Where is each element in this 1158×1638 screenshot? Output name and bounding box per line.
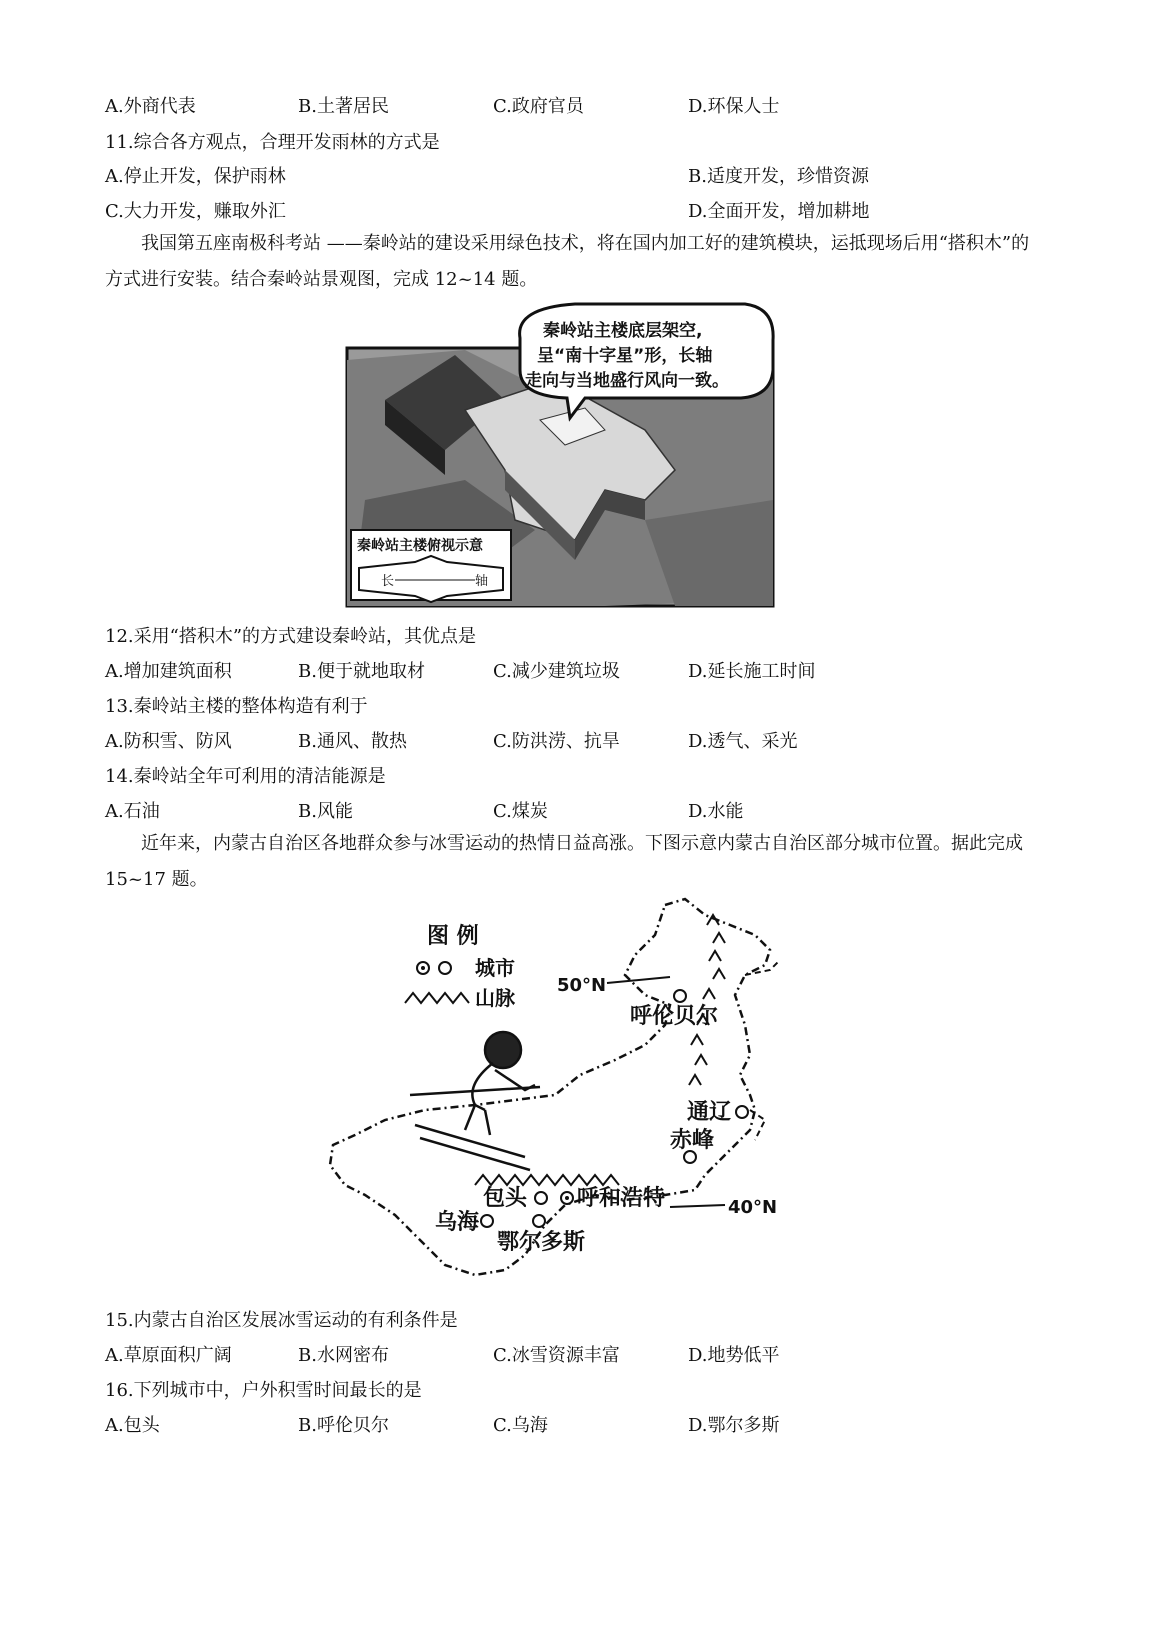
legend-mountain: 山脉 [475, 986, 515, 1010]
passage-qinling: 我国第五座南极科考站 ——秦岭站的建设采用绿色技术，将在国内加工好的建筑模块，运抵现场后用“搭积木”的方式进行安装。结合秦岭站景观图，完成 12~14 题。 [105, 233, 1030, 290]
mountain-legend-icon [405, 993, 469, 1003]
q14-stem: 14.秦岭站全年可利用的清洁能源是 [105, 766, 386, 787]
city-baotou: 包头 [483, 1186, 528, 1211]
q13-option-a: A.防积雪、防风 [105, 731, 232, 752]
city-icon [439, 962, 451, 974]
q12-option-c: C.减少建筑垃圾 [493, 661, 620, 682]
inner-mongolia-map [325, 895, 795, 1285]
city-chifeng: 赤峰 [670, 1128, 715, 1153]
q16-option-a: A.包头 [105, 1415, 160, 1436]
q15-option-c: C.冰雪资源丰富 [493, 1345, 620, 1366]
qinling-station-figure [345, 300, 775, 610]
q11-option-d: D.全面开发，增加耕地 [688, 201, 870, 222]
mountain-icon-yinshan [475, 1175, 619, 1185]
legend-city: 城市 [475, 956, 515, 980]
q12-option-d: D.延长施工时间 [688, 661, 816, 682]
city-hohhot: 呼和浩特 [577, 1186, 666, 1211]
skier-icon [410, 1032, 540, 1170]
legend-title: 图 例 [427, 924, 479, 949]
q14-option-d: D.水能 [688, 801, 744, 822]
q16-option-d: D.鄂尔多斯 [688, 1415, 780, 1436]
city-hulunbuir: 呼伦贝尔 [630, 1004, 719, 1029]
q13-option-c: C.防洪涝、抗旱 [493, 731, 620, 752]
q16-option-c: C.乌海 [493, 1415, 548, 1436]
q11-option-a: A.停止开发，保护雨林 [105, 166, 286, 187]
mountain-icon-greater-khingan [689, 915, 725, 1085]
passage-inner-mongolia: 近年来，内蒙古自治区各地群众参与冰雪运动的热情日益高涨。下图示意内蒙古自治区部分城市位置。据此完成 15~17 题。 [105, 833, 1023, 890]
q12-option-a: A.增加建筑面积 [105, 661, 232, 682]
q15-option-a: A.草原面积广阔 [105, 1345, 232, 1366]
latitude-50n: 50°N [557, 975, 607, 996]
q14-option-b: B.风能 [298, 801, 353, 822]
q16-stem: 16.下列城市中，户外积雪时间最长的是 [105, 1380, 422, 1401]
q12-option-b: B.便于就地取材 [298, 661, 425, 682]
q13-stem: 13.秦岭站主楼的整体构造有利于 [105, 696, 368, 717]
q15-option-d: D.地势低平 [688, 1345, 780, 1366]
q10-option-d: D.环保人士 [688, 96, 780, 117]
q10-option-b: B.土著居民 [298, 96, 389, 117]
q14-option-c: C.煤炭 [493, 801, 548, 822]
inset-title: 秦岭站主楼俯视示意 [357, 538, 483, 554]
q14-option-a: A.石油 [105, 801, 160, 822]
q10-option-c: C.政府官员 [493, 96, 584, 117]
city-tongliao: 通辽 [687, 1100, 732, 1125]
latitude-40n: 40°N [728, 1197, 778, 1218]
inset-label-left: 长 [381, 574, 395, 589]
q11-option-c: C.大力开发，赚取外汇 [105, 201, 286, 222]
q13-option-d: D.透气、采光 [688, 731, 798, 752]
q12-stem: 12.采用“搭积木”的方式建设秦岭站，其优点是 [105, 626, 477, 647]
q10-option-a: A.外商代表 [105, 96, 196, 117]
q11-stem: 11.综合各方观点，合理开发雨林的方式是 [105, 132, 440, 153]
bubble-line-2: 呈“南十字星”形，长轴 [537, 346, 713, 366]
inset-label-right: 轴 [475, 574, 489, 589]
city-wuhai: 乌海 [435, 1210, 480, 1235]
q13-option-b: B.通风、散热 [298, 731, 407, 752]
q15-option-b: B.水网密布 [298, 1345, 389, 1366]
q11-option-b: B.适度开发，珍惜资源 [688, 166, 869, 187]
q15-stem: 15.内蒙古自治区发展冰雪运动的有利条件是 [105, 1310, 458, 1331]
bubble-line-3: 走向与当地盛行风向一致。 [525, 371, 729, 391]
bubble-line-1: 秦岭站主楼底层架空, [543, 321, 703, 341]
city-ordos: 鄂尔多斯 [497, 1230, 586, 1255]
q16-option-b: B.呼伦贝尔 [298, 1415, 389, 1436]
